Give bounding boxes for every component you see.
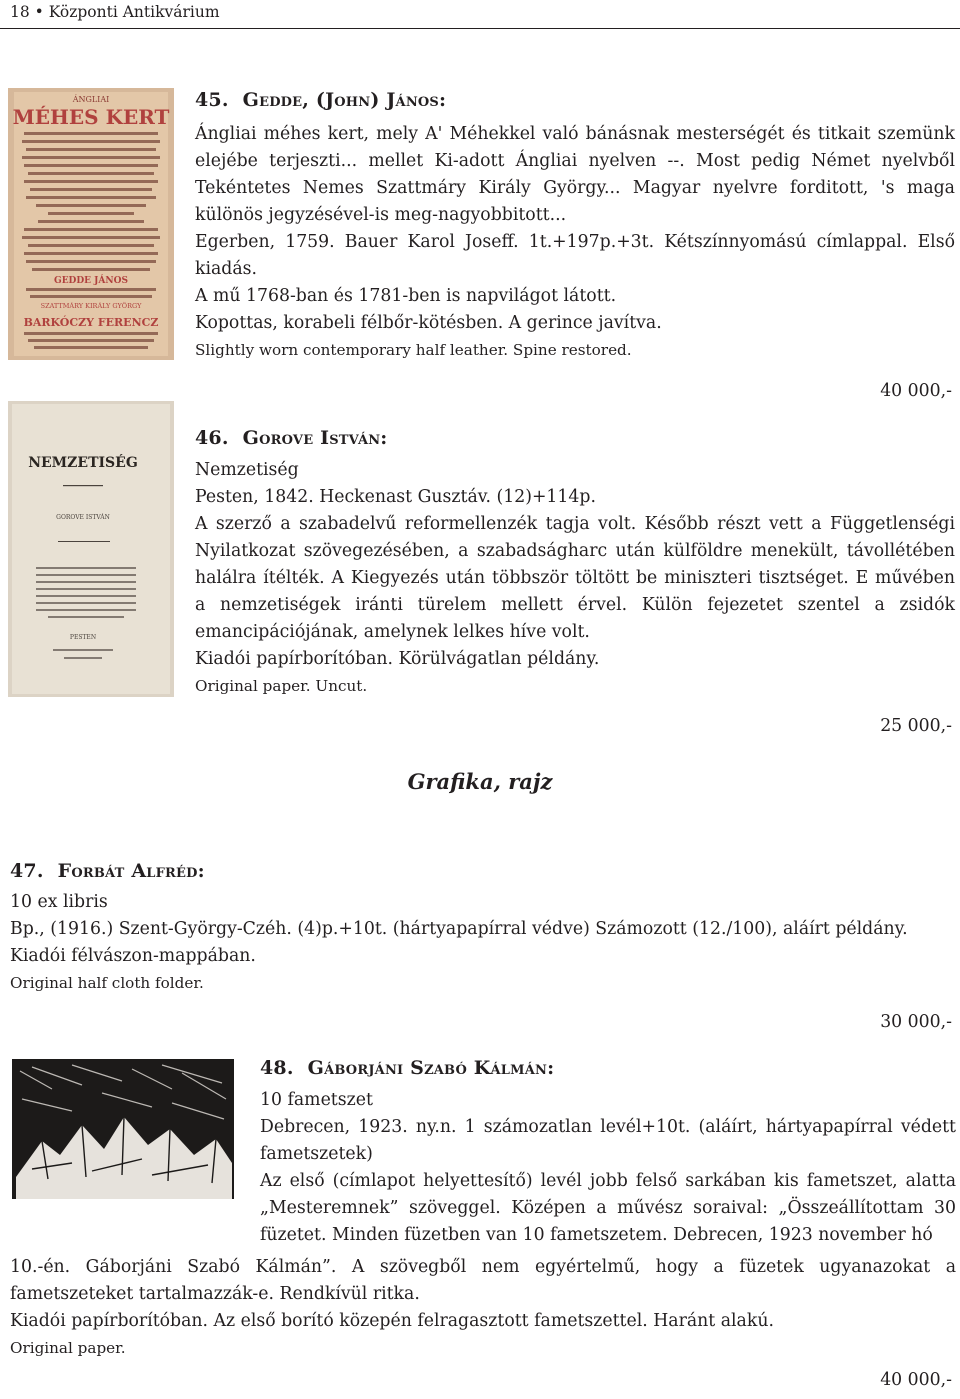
pamphlet-place: PESTEN bbox=[69, 634, 97, 641]
lot-48-number: 48. bbox=[260, 1057, 294, 1079]
pamphlet-author: GOROVE ISTVÁN bbox=[56, 514, 110, 521]
lot-48-imprint: Debrecen, 1923. ny.n. 1 számozatlan levél+10t. (aláírt, hártyapapírral védett fametszetek) bbox=[260, 1117, 956, 1164]
title-page-line-2: MÉHES KERT bbox=[12, 105, 170, 129]
lot-46-body bbox=[195, 457, 955, 700]
pamphlet-title: NEMZETISÉG bbox=[28, 455, 138, 471]
lot-46-note: A szerző a szabadelvű reformellenzék tagja volt. Később részt vett a Függetlenségi Nyilatkozat szövegezésében, a szabadságharc után külföldre menekült, távollétében halálra ítélték. A Kiegyezés után többször töltött be miniszteri tisztséget. E művében a nemzetiségek iránti türelem mellett érvel. Külön fejezetet szentel a zsidók emancipációjának, amelynek lelkes híve volt. bbox=[195, 514, 955, 642]
lot-45-title: Ángliai méhes kert, mely A' Méhekkel való bánásnak mesterségét és titkait szemünk elejébe terjeszti... mellet Ki-adott Ángliai nyelven --. Most pedig Német nyelvből Tekéntetes Nemes Szattmáry Király György... Magyar nyelvre forditott, 's maga különös jegyzésével-is meg-nagyobbitott... bbox=[195, 124, 955, 225]
page-header: 18 • Központi Antikvárium bbox=[10, 3, 220, 21]
lot-46-heading bbox=[195, 427, 388, 449]
woodcut-image bbox=[12, 1059, 234, 1199]
lot-46-author: Gorove István: bbox=[242, 427, 388, 449]
lot-47-price: 30 000,- bbox=[880, 1012, 952, 1032]
lot-45-binding: Kopottas, korabeli félbőr-kötésben. A gerince javítva. bbox=[195, 313, 662, 333]
lot-46-title: Nemzetiség bbox=[195, 460, 299, 480]
lot-45-author: Gedde, (John) János: bbox=[242, 89, 447, 111]
pamphlet-image bbox=[8, 401, 174, 697]
title-page-image bbox=[8, 88, 174, 360]
lot-48-body-top bbox=[260, 1087, 956, 1249]
lot-46-number: 46. bbox=[195, 427, 229, 449]
lot-46-english: Original paper. Uncut. bbox=[195, 677, 368, 695]
header-rule bbox=[0, 28, 960, 29]
lot-47-body bbox=[10, 889, 955, 997]
lot-48-body-bottom bbox=[10, 1254, 956, 1362]
lot-48-note-bottom: 10.-én. Gáborjáni Szabó Kálmán”. A szövegből nem egyértelmű, hogy a füzetek ugyanazokat a fametszeteket tartalmazzák-e. Rendkívül ritka. bbox=[10, 1257, 956, 1304]
lot-48-note-top: Az első (címlapot helyettesítő) levél jobb felső sarkában kis fametszet, alatta „Mesteremnek” szöveggel. Középen a művész soraival: „Összeállítottam 30 füzetet. Minden füzetben van 10 fametszetem. Debrecen, 1923 november hó bbox=[260, 1171, 956, 1245]
section-heading: Grafika, rajz bbox=[407, 769, 553, 794]
lot-45-english: Slightly worn contemporary half leather. Spine restored. bbox=[195, 341, 632, 359]
lot-45-price: 40 000,- bbox=[880, 381, 952, 401]
lot-45-number: 45. bbox=[195, 89, 229, 111]
lot-48-english: Original paper. bbox=[10, 1339, 126, 1357]
title-page-line-1: ÁNGLIAI bbox=[72, 95, 110, 104]
lot-46-imprint: Pesten, 1842. Heckenast Gusztáv. (12)+114p. bbox=[195, 487, 596, 507]
lot-48-heading bbox=[260, 1057, 554, 1079]
lot-47-number: 47. bbox=[10, 860, 44, 882]
lot-47-title: 10 ex libris bbox=[10, 892, 108, 912]
lot-47-english: Original half cloth folder. bbox=[10, 974, 204, 992]
lot-45-note: A mű 1768-ban és 1781-ben is napvilágot látott. bbox=[195, 286, 617, 306]
lot-48-price: 40 000,- bbox=[880, 1370, 952, 1390]
lot-47-imprint: Bp., (1916.) Szent-György-Czéh. (4)p.+10t. (hártyapapírral védve) Számozott (12./100), aláírt példány. bbox=[10, 919, 908, 939]
lot-47-heading bbox=[10, 860, 205, 882]
lot-48-author: Gáborjáni Szabó Kálmán: bbox=[307, 1057, 555, 1079]
lot-46-price: 25 000,- bbox=[880, 716, 952, 736]
lot-47-author: Forbát Alfréd: bbox=[57, 860, 205, 882]
lot-45-body bbox=[195, 121, 955, 364]
lot-48-title: 10 fametszet bbox=[260, 1090, 373, 1110]
title-page-line-3: GEDDE JÁNOS bbox=[54, 276, 128, 286]
lot-47-binding: Kiadói félvászon-mappában. bbox=[10, 946, 256, 966]
title-page-line-5: BARKÓCZY FERENCZ bbox=[23, 316, 159, 329]
title-page-line-4: SZATTMÁRY KIRÁLY GYÖRGY bbox=[40, 302, 142, 310]
lot-45-heading bbox=[195, 89, 446, 111]
lot-48-binding: Kiadói papírborítóban. Az első borító közepén felragasztott fametszettel. Haránt alakú. bbox=[10, 1311, 774, 1331]
lot-45-imprint: Egerben, 1759. Bauer Karol Joseff. 1t.+197p.+3t. Kétszínnyomású címlappal. Első kiadás. bbox=[195, 232, 955, 279]
lot-46-binding: Kiadói papírborítóban. Körülvágatlan példány. bbox=[195, 649, 600, 669]
